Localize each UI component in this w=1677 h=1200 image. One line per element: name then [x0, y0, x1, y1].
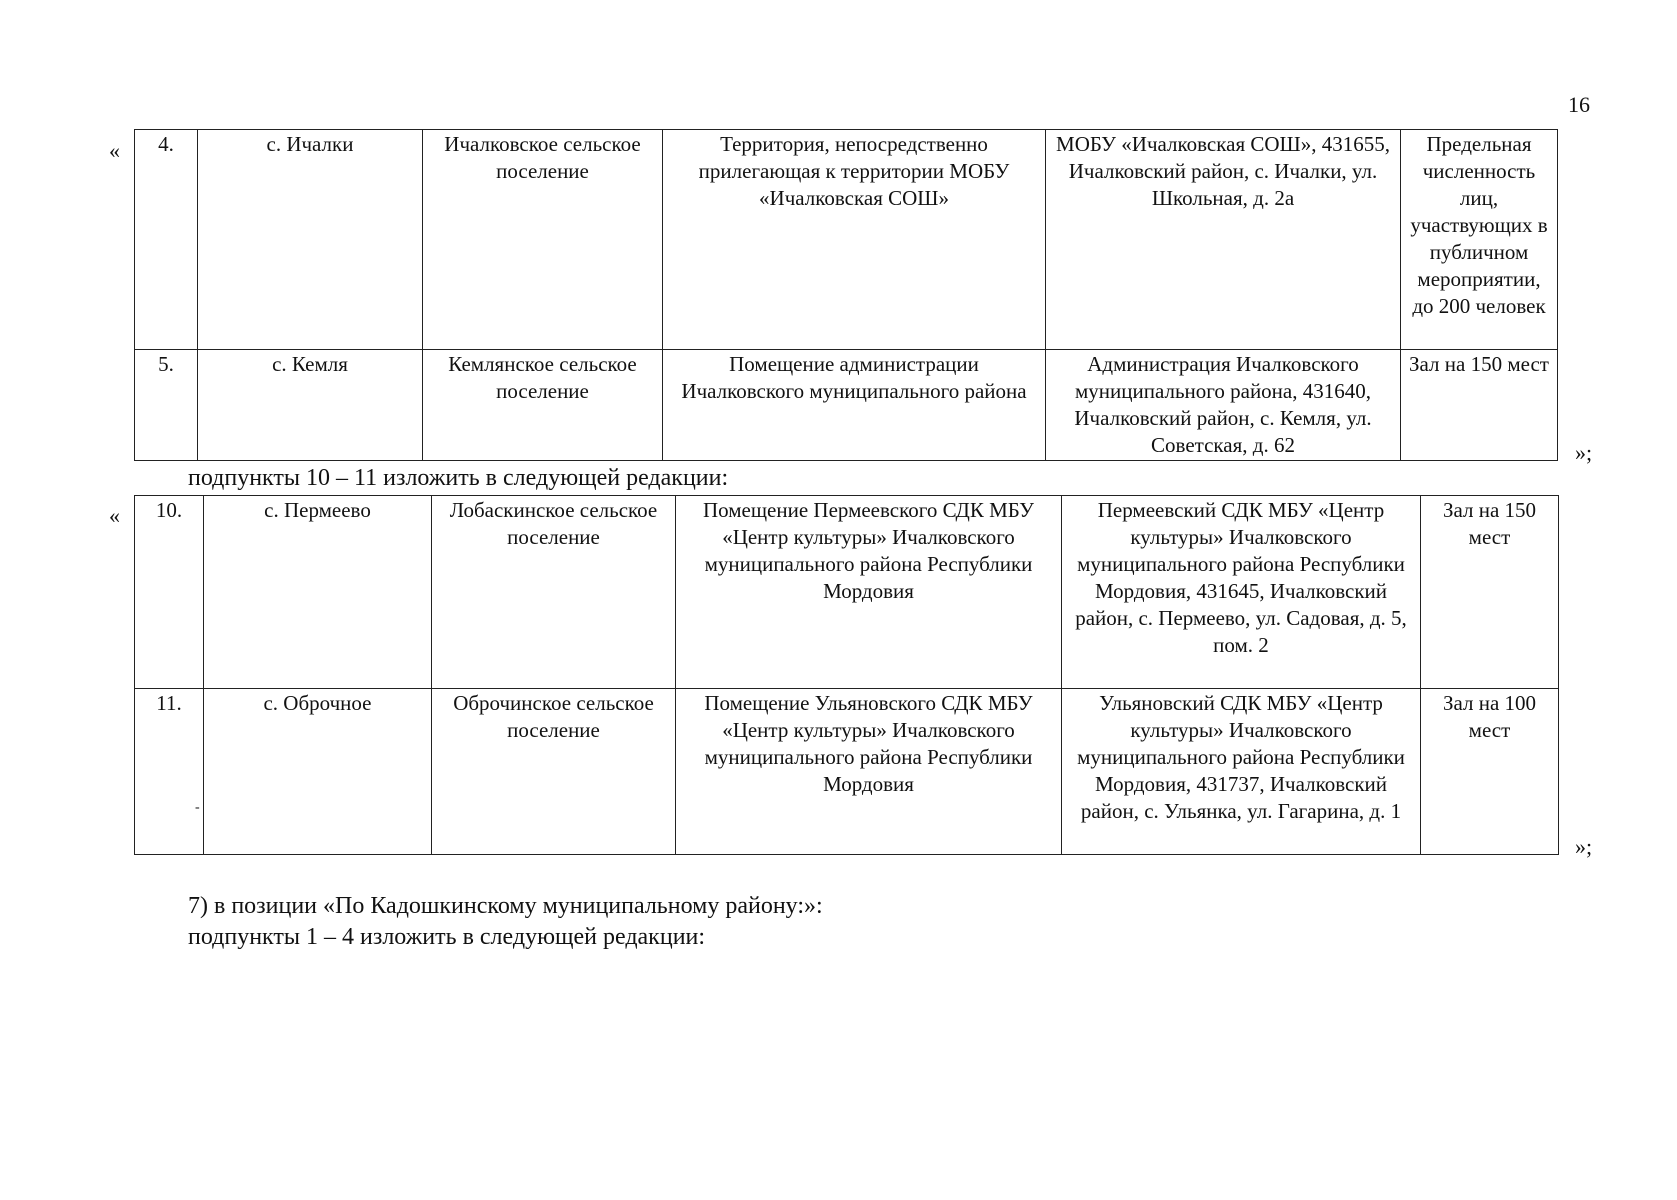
- venue-cell: Помещение Пермеевского СДК МБУ «Центр культуры» Ичалковского муниципального района Республики Мордовия: [676, 496, 1062, 689]
- open-quote-table2: «: [109, 503, 120, 528]
- stray-mark: -: [195, 800, 200, 815]
- venue-cell: Помещение администрации Ичалковского муниципального района: [663, 350, 1046, 461]
- venue-cell: Помещение Ульяновского СДК МБУ «Центр культуры» Ичалковского муниципального района Республики Мордовия: [676, 689, 1062, 855]
- open-quote-table1: «: [109, 138, 120, 163]
- address-cell: Пермеевский СДК МБУ «Центр культуры» Ичалковского муниципального района Республики Мордовия, 431645, Ичалковский район, с. Пермеево, ул. Садовая, д. 5, пом. 2: [1062, 496, 1421, 689]
- capacity-cell: Зал на 150 мест: [1401, 350, 1558, 461]
- kadoshkino-position-heading: 7) в позиции «По Кадошкинскому муниципальному району:»:: [188, 893, 823, 919]
- subpoints-1-4-instruction: подпункты 1 – 4 изложить в следующей редакции:: [188, 924, 706, 950]
- close-quote-table2: »;: [1575, 834, 1593, 859]
- municipality-cell: Лобаскинское сельское поселение: [432, 496, 676, 689]
- table-row: [135, 130, 1558, 350]
- address-cell: Ульяновский СДК МБУ «Центр культуры» Ичалковского муниципального района Республики Мордовия, 431737, Ичалковский район, с. Ульянка, ул. Гагарина, д. 1: [1062, 689, 1421, 855]
- address-cell: Администрация Ичалковского муниципального района, 431640, Ичалковский район, с. Кемля, ул. Советская, д. 62: [1046, 350, 1401, 461]
- close-quote-table1: »;: [1575, 440, 1593, 465]
- table-1: [134, 129, 1558, 461]
- venue-cell: Территория, непосредственно прилегающая к территории МОБУ «Ичалковская СОШ»: [663, 130, 1046, 350]
- capacity-cell: Зал на 150 мест: [1421, 496, 1559, 689]
- subpoints-10-11-instruction: подпункты 10 – 11 изложить в следующей редакции:: [188, 465, 729, 491]
- page-number: 16: [1568, 92, 1590, 117]
- settlement-cell: с. Оброчное: [204, 689, 432, 855]
- municipality-cell: Оброчинское сельское поселение: [432, 689, 676, 855]
- settlement-cell: с. Пермеево: [204, 496, 432, 689]
- row-number: 10.: [135, 496, 204, 689]
- row-number: 4.: [135, 130, 198, 350]
- table-row: [135, 689, 1559, 855]
- table-2: [134, 495, 1559, 855]
- table-row: [135, 496, 1559, 689]
- municipality-cell: Кемлянское сельское поселение: [423, 350, 663, 461]
- address-cell: МОБУ «Ичалковская СОШ», 431655, Ичалковский район, с. Ичалки, ул. Школьная, д. 2а: [1046, 130, 1401, 350]
- settlement-cell: с. Кемля: [198, 350, 423, 461]
- row-number: 5.: [135, 350, 198, 461]
- capacity-cell: Зал на 100 мест: [1421, 689, 1559, 855]
- settlement-cell: с. Ичалки: [198, 130, 423, 350]
- municipality-cell: Ичалковское сельское поселение: [423, 130, 663, 350]
- row-number: 11.: [135, 689, 204, 855]
- capacity-cell: Предельная численность лиц, участвующих в публичном мероприятии, до 200 человек: [1401, 130, 1558, 350]
- table-row: [135, 350, 1558, 461]
